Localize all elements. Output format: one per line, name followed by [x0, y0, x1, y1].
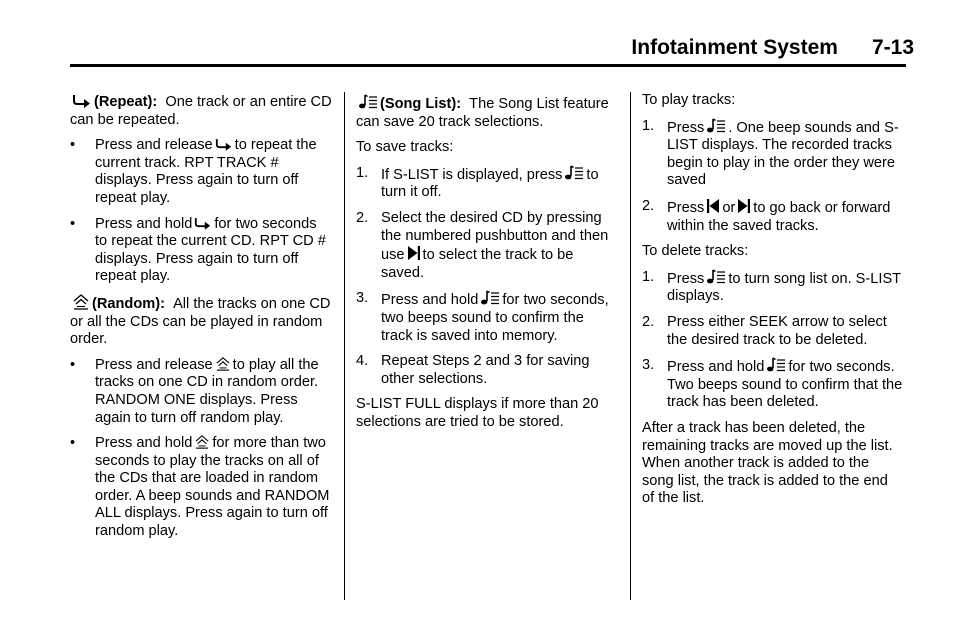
song-list-icon [766, 357, 786, 373]
column-divider-2 [630, 92, 631, 600]
column-3 [642, 92, 904, 516]
play-intro: To play tracks: [642, 92, 736, 108]
song-list-icon [706, 118, 726, 134]
full-paragraph: S-LIST FULL displays if more than 20 selections are tried to be stored. [356, 396, 599, 430]
header-rule [70, 64, 906, 67]
list-item: 1. If S-LIST is displayed, press to turn it off. [356, 164, 599, 201]
random-icon [215, 357, 231, 371]
bullet: • [70, 356, 76, 373]
list-item: 3. Press and hold for two seconds, two beeps sound to confirm the track is saved into memory. [356, 290, 609, 344]
after-paragraph: After a track has been deleted, the remaining tracks are moved up the list. When another track is added to the song list, the track is added to the end of the list. [642, 419, 893, 507]
songlist-paragraph [356, 94, 618, 131]
repeat-icon [215, 138, 233, 151]
save-steps [356, 165, 618, 389]
play-steps [642, 118, 904, 236]
random-icon [72, 294, 90, 310]
list-item: 2. Press or to go back or forward within the saved tracks. [642, 197, 891, 234]
column-divider-1 [344, 92, 345, 600]
bullet: • [70, 435, 76, 452]
repeat-text: One track or an entire CD can be repeated. [70, 94, 332, 128]
songlist-text: The Song List feature can save 20 track selections. [356, 96, 609, 130]
random-text: All the tracks on one CD or all the CDs can be played in random order. [70, 295, 331, 348]
list-item: • Press and release to play all the tracks on one CD in random order. RANDOM ONE displays. Press again to turn off random play. [70, 356, 319, 426]
song-list-icon [564, 165, 584, 181]
song-list-icon [358, 94, 378, 110]
list-item: • Press and hold for two seconds to repeat the current CD. RPT CD # displays. Press again to turn off repeat play. [70, 215, 326, 285]
repeat-label: (Repeat): [94, 94, 158, 110]
random-label: (Random): [92, 295, 165, 312]
repeat-paragraph [70, 94, 332, 129]
next-track-icon [737, 198, 751, 214]
random-icon [194, 435, 210, 449]
previous-track-icon [706, 198, 720, 214]
column-1 [70, 94, 332, 549]
repeat-icon [194, 217, 212, 230]
repeat-icon [72, 94, 92, 108]
repeat-list [70, 137, 332, 286]
random-paragraph [70, 294, 332, 349]
random-list [70, 357, 332, 541]
bullet: • [70, 215, 76, 232]
list-item: • Press and hold for more than two seconds to play the tracks on all of the CDs that are loaded in random order. A beep sounds and RANDOM ALL displays. Press again to turn off random play. [70, 435, 330, 540]
delete-steps [642, 269, 904, 412]
list-item: 4. Repeat Steps 2 and 3 for saving other selections. [356, 353, 590, 387]
list-item: • Press and release to repeat the current track. RPT TRACK # displays. Press again to turn off repeat play. [70, 137, 317, 206]
delete-intro: To delete tracks: [642, 243, 749, 260]
list-item: 3. Press and hold for two seconds. Two beeps sound to confirm that the track has been deleted. [642, 357, 903, 411]
next-track-icon [407, 245, 421, 261]
list-item: 1. Press to turn song list on. S-LIST displays. [642, 268, 901, 305]
page-header [631, 36, 914, 60]
songlist-label: (Song List): [380, 96, 462, 112]
page-number: 7-13 [871, 36, 914, 59]
list-item: 2. Press either SEEK arrow to select the desired track to be deleted. [642, 313, 887, 348]
save-intro: To save tracks: [356, 139, 454, 156]
list-item: 2. Select the desired CD by pressing the numbered pushbutton and then use to select the track to be saved. [356, 209, 609, 281]
bullet: • [70, 137, 76, 154]
section-title: Infotainment System [631, 36, 838, 59]
song-list-icon [706, 269, 726, 285]
column-2 [356, 94, 618, 440]
song-list-icon [480, 290, 500, 306]
list-item: 1. Press . One beep sounds and S-LIST displays. The recorded tracks begin to play in the order they were saved [642, 117, 899, 189]
